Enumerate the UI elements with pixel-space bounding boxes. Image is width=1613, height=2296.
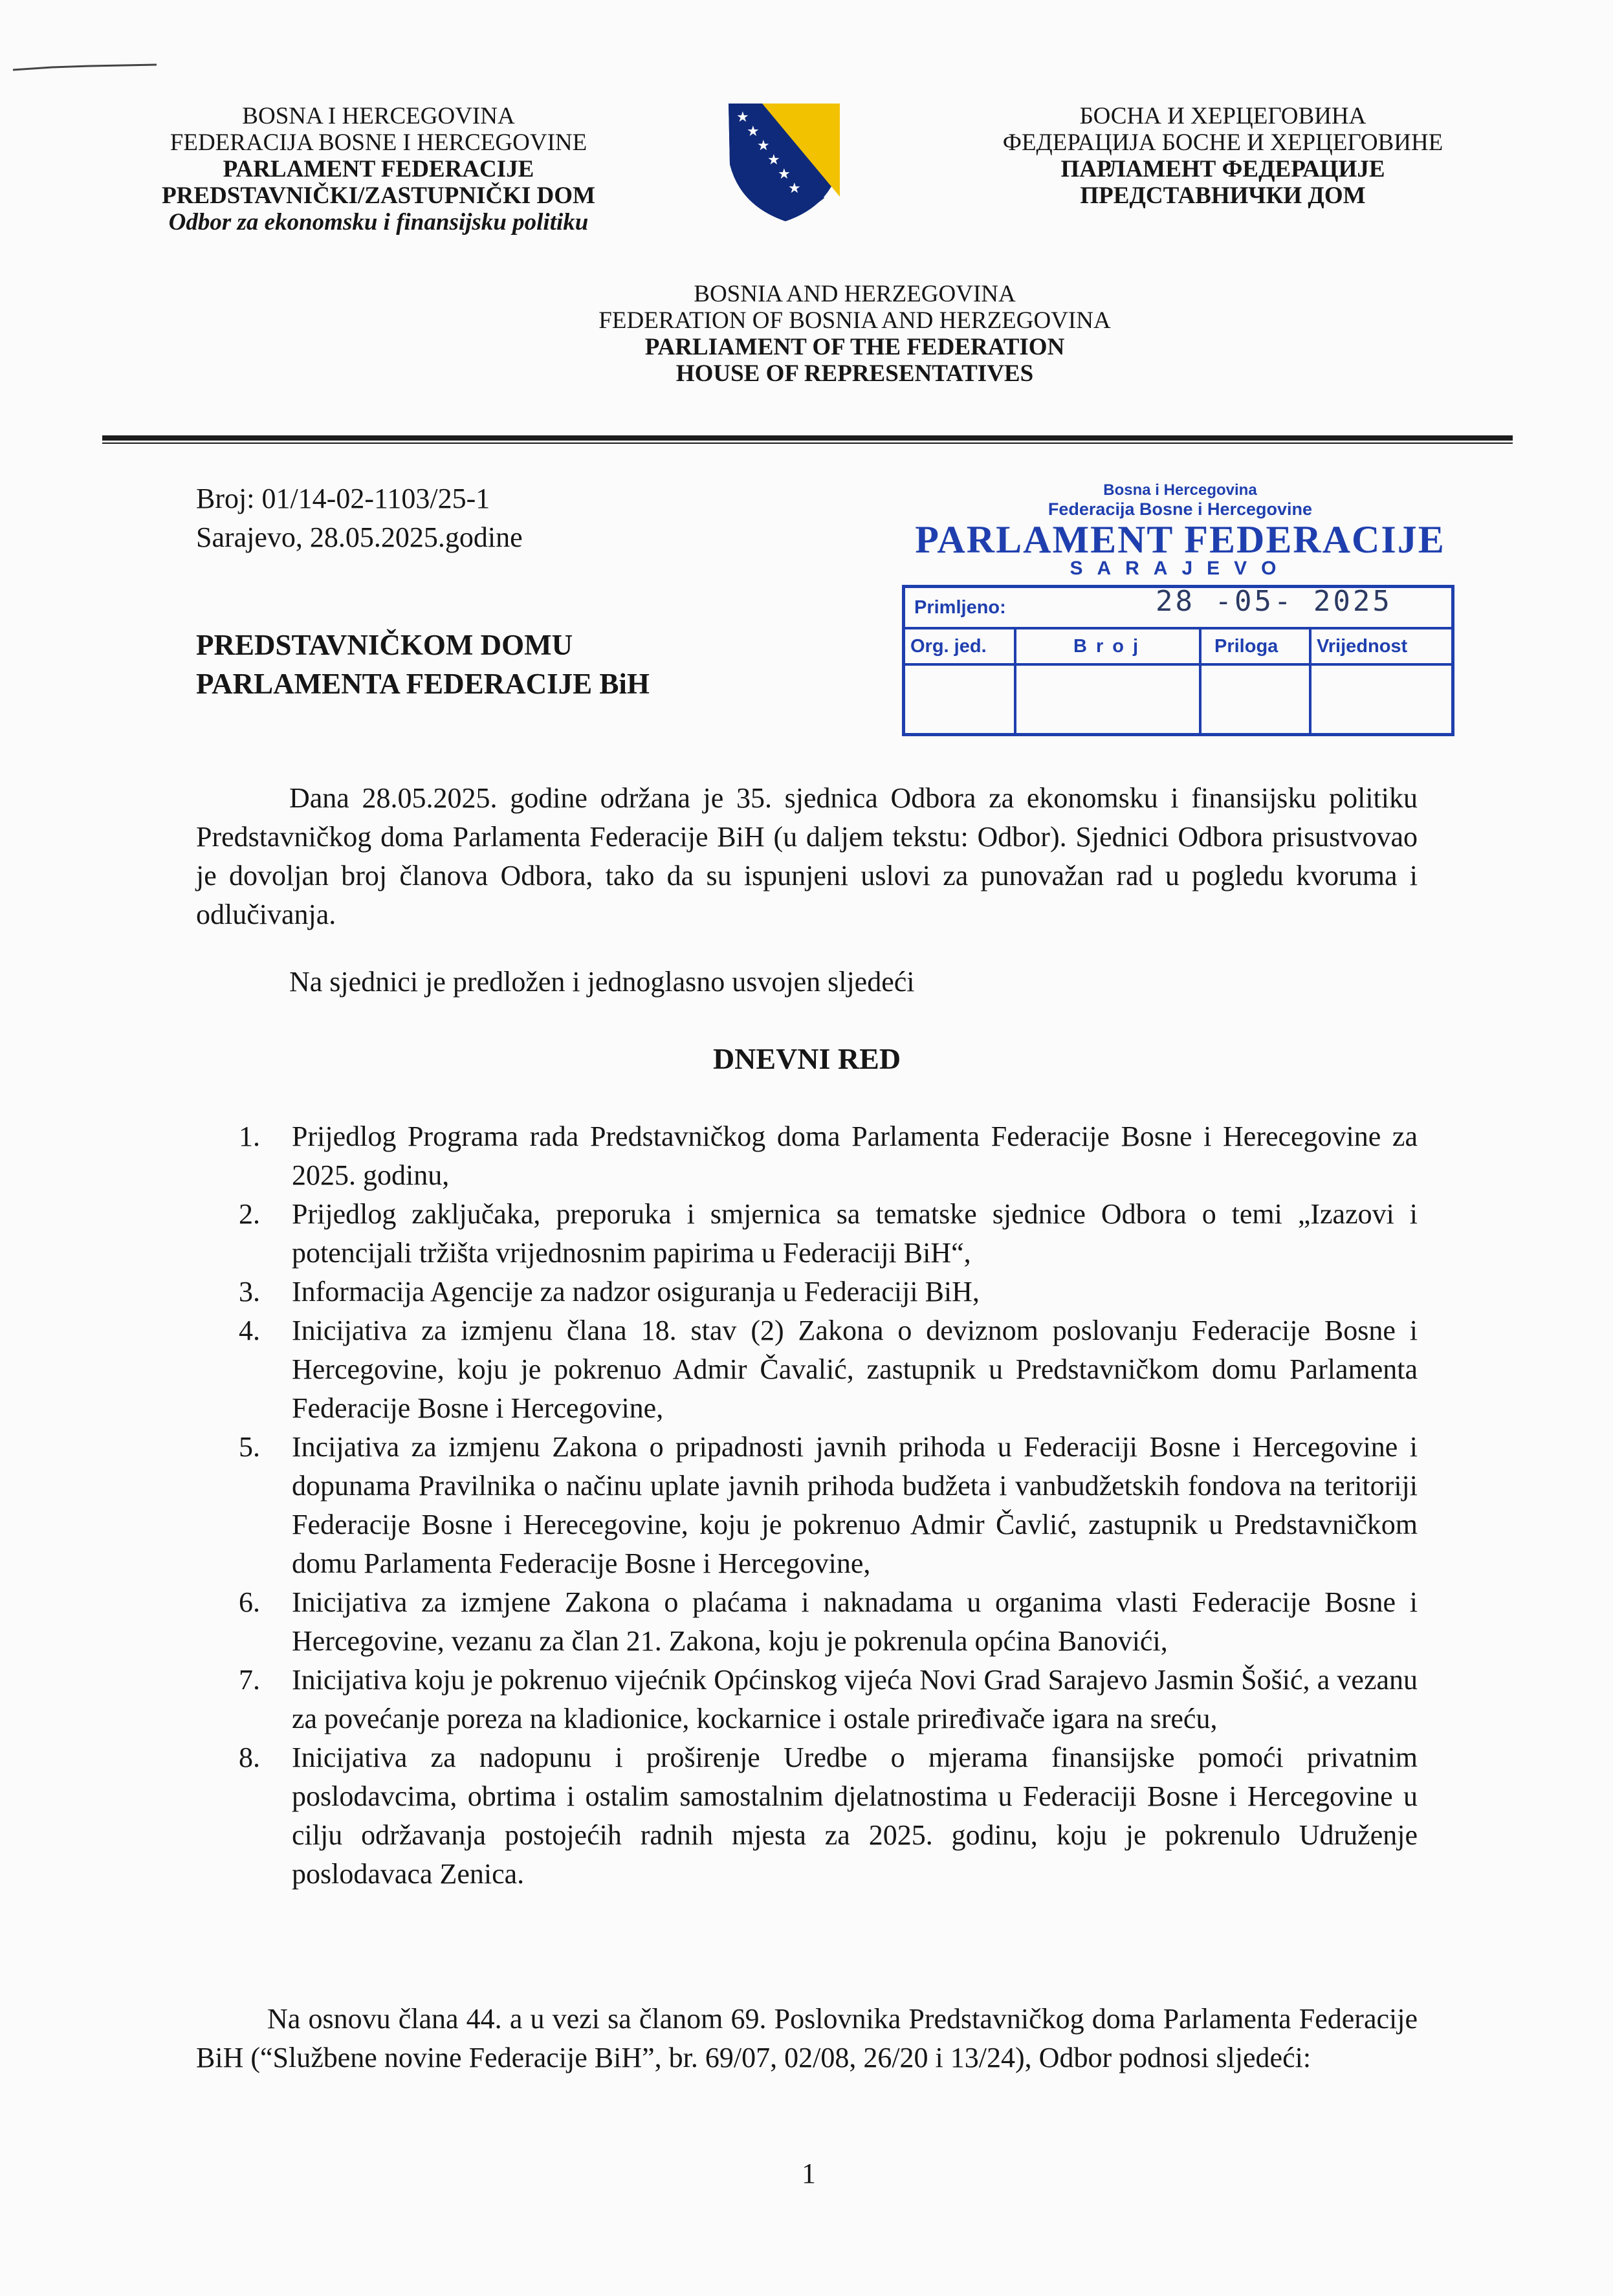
addressee [196,626,650,703]
committee-name: Odbor za ekonomsku i finansijsku politiku [168,209,589,235]
agenda-item [196,1738,1418,1894]
agenda-item-text: Prijedlog Programa rada Predstavničkog doma Parlamenta Federacije Bosne i Herecegovine za 2025. godinu, [292,1121,1418,1191]
header-center-line: BOSNIA AND HERZEGOVINA [694,281,1016,307]
stamp-col-broj: Broj [1073,636,1147,657]
agenda-item-text: Inicijativa koju je pokrenuo vijećnik Općinskog vijeća Novi Grad Sarajevo Jasmin Šošić, a vezanu za povećanje poreza na kladionice, kockarnice i ostale priređivače igara na sreću, [292,1664,1418,1734]
agenda-item-text: Informacija Agencije za nadzor osiguranja u Federaciji BiH, [292,1276,980,1307]
received-stamp [897,481,1464,740]
agenda-item-number: 7. [239,1664,260,1696]
agenda-title: DNEVNI RED [712,1042,901,1075]
header-center-line: PARLIAMENT OF THE FEDERATION [644,334,1065,360]
agenda-item [196,1661,1418,1738]
addressee-line: PREDSTAVNIČKOM DOMU [196,629,573,661]
agenda-item [196,1583,1418,1661]
header-left-line: FEDERACIJA BOSNE I HERCEGOVINE [170,129,587,156]
paragraph-legal-basis: Na osnovu člana 44. a u vezi sa članom 69. Poslovnika Predstavničkog doma Parlamenta Federacije BiH (“Službene novine Federacije BiH”, br. 69/07, 02/08, 26/20 i 13/24), Odbor podnosi sljedeći: [196,2003,1418,2073]
header-left [104,103,653,235]
reference-number: Broj: 01/14-02-1103/25-1 [196,483,490,514]
agenda-item-text: Inicijativa za izmjenu člana 18. stav (2) Zakona o deviznom poslovanju Federacije Bosne i Hercegovine, koju je pokrenuo Admir Čavalić, zastupnik u Predstavničkom domu Parlamenta Federacije Bosne i Hercegovine, [292,1315,1418,1424]
svg-text:★: ★ [736,109,749,126]
header-right-line: ПАРЛАМЕНТ ФЕДЕРАЦИЈЕ [1060,156,1385,182]
page-number: 1 [802,2158,816,2189]
stamp-title: PARLAMENT FEDERACIJE [915,518,1445,561]
agenda-item [196,1273,1418,1311]
agenda-list [196,1117,1418,1894]
stamp-received-date: 28 -05- 2025 [1156,585,1392,618]
svg-text:★: ★ [778,166,791,182]
stamp-col-org: Org. jed. [910,636,987,657]
svg-text:★: ★ [747,124,760,140]
stamp-line: Bosna i Hercegovina [1103,481,1257,499]
agenda-item-number: 4. [239,1315,260,1346]
scan-mark [13,63,157,72]
agenda-item [196,1195,1418,1273]
header-center [418,281,1291,387]
stamp-col-priloga: Priloga [1214,636,1278,657]
header-center-line: FEDERATION OF BOSNIA AND HERZEGOVINA [598,307,1111,334]
header-center-line: HOUSE OF REPRESENTATIVES [675,360,1034,387]
reference-block [196,479,523,557]
header-right-line: БОСНА И ХЕРЦЕГОВИНА [1079,103,1366,129]
stamp-col-vrijednost: Vrijednost [1317,636,1408,657]
agenda-item-number: 8. [239,1742,260,1773]
header-left-line: BOSNA I HERCEGOVINA [242,103,515,129]
stamp-line: Federacija Bosne i Hercegovine [1048,499,1313,519]
svg-text:★: ★ [757,138,770,154]
header-right-line: ПРЕДСТАВНИЧКИ ДОМ [1080,182,1366,209]
agenda-item-text: Prijedlog zaključaka, preporuka i smjernica sa tematske sjednice Odbora o temi „Izazovi i potencijali tržišta vrijednosnim papirima u Federaciji BiH“, [292,1198,1418,1269]
reference-place-date: Sarajevo, 28.05.2025.godine [196,521,523,553]
agenda-item-number: 6. [239,1586,260,1618]
agenda-item-number: 2. [239,1198,260,1230]
agenda-item-number: 1. [239,1121,260,1152]
svg-text:★: ★ [767,152,780,168]
header-left-line: PREDSTAVNIČKI/ZASTUPNIČKI DOM [162,182,595,209]
stamp-city: SARAJEVO [1070,558,1291,579]
agenda-item [196,1117,1418,1195]
stamp-received-label: Primljeno: [914,597,1006,618]
agenda-item-text: Inicijativa za nadopunu i proširenje Uredbe o mjerama finansijske pomoći privatnim poslodavcima, obrtima i ostalim samostalnim djelatnostima u Federaciji Bosne i Hercegovine u cilju održavanja postojećih radnih mjesta za 2025. godinu, koju je pokrenulo Udruženje poslodavaca Zenica. [292,1742,1418,1890]
paragraph-agenda-intro: Na sjednici je predložen i jednoglasno usvojen sljedeći [289,966,915,998]
addressee-line: PARLAMENTA FEDERACIJE BiH [196,668,650,700]
header-divider-thin [102,443,1513,444]
header-right [932,103,1514,209]
paragraph-intro: Dana 28.05.2025. godine održana je 35. sjednica Odbora za ekonomsku i finansijsku politiku Predstavničkog doma Parlamenta Federacije BiH (u daljem tekstu: Odbor). Sjednici Odbora prisustvovao je dovoljan broj članova Odbora, tako da su ispunjeni uslovi za punovažan rad u pogledu kvoruma i odlučivanja. [196,782,1418,930]
header-right-line: ФЕДЕРАЦИЈА БОСНЕ И ХЕРЦЕГОВИНЕ [1002,129,1443,156]
header-left-line: PARLAMENT FEDERACIJE [223,156,534,182]
agenda-item-text: Inicijativa za izmjene Zakona o plaćama i naknadama u organima vlasti Federacije Bosne i Hercegovine, vezanu za član 21. Zakona, koju je pokrenula općina Banovići, [292,1586,1418,1657]
agenda-item [196,1428,1418,1583]
agenda-item-number: 5. [239,1431,260,1463]
coat-of-arms-icon [727,102,841,223]
agenda-item-text: Incijativa za izmjenu Zakona o pripadnosti javnih prihoda u Federaciji Bosne i Hercegovine i dopunama Pravilnika o načinu uplate javnih prihoda budžeta i vanbudžetskih fondova na teritoriji Federacije Bosne i Herecegovine, koju je pokrenuo Admir Čavlić, zastupnik u Predstavničkom domu Parlamenta Federacije Bosne i Hercegovine, [292,1431,1418,1579]
agenda-item-number: 3. [239,1276,260,1307]
agenda-item [196,1311,1418,1428]
svg-text:★: ★ [788,180,801,197]
header-divider [102,435,1513,441]
